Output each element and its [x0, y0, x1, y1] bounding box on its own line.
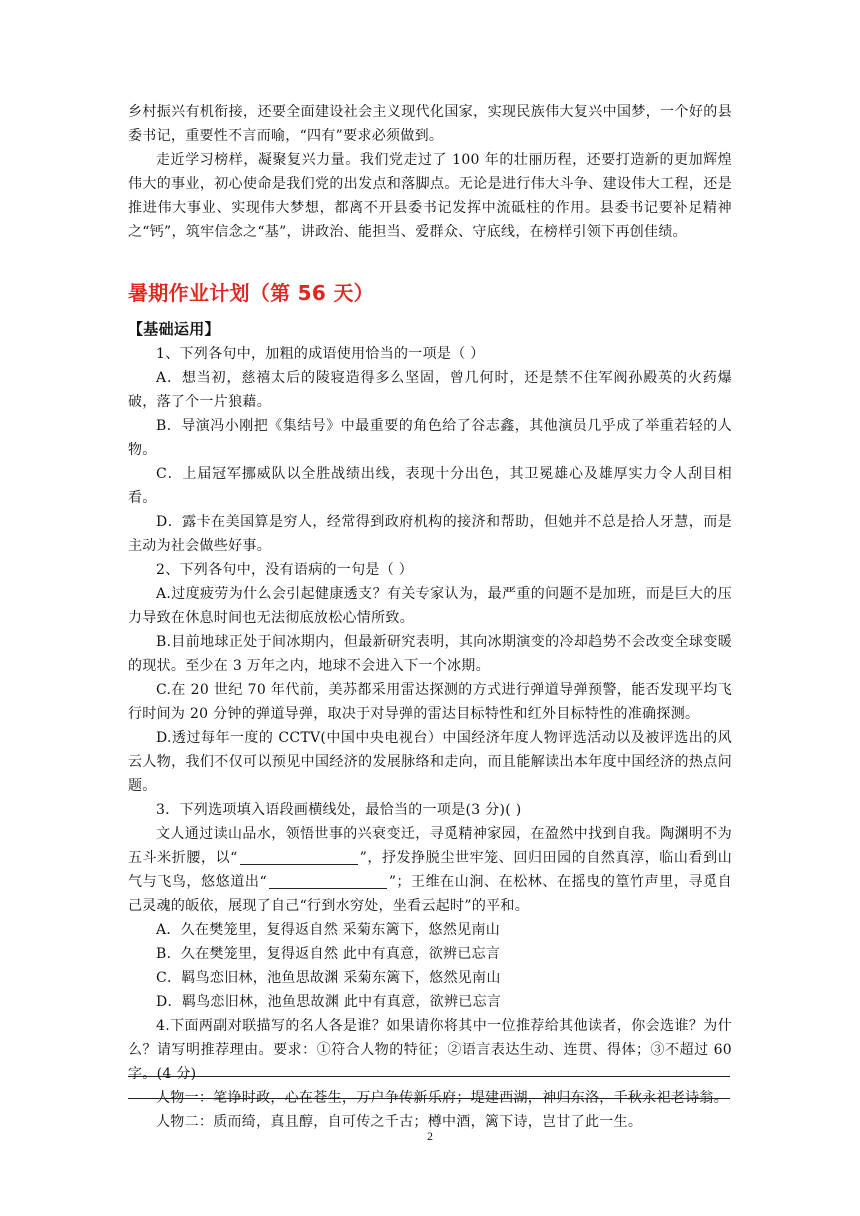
fill-blank-2[interactable] — [269, 874, 387, 889]
section-heading: 【基础运用】 — [128, 320, 220, 338]
q4-person-2: 人物二：质而绮，真且醇，自可传之千古；樽中酒，篱下诗，岂甘了此一生。 — [156, 1114, 643, 1130]
q1-option-c: C．上届冠军挪威队以全胜战绩出线，表现十分出色，其卫冕雄心及雄厚实力令人刮目相看。 — [128, 466, 732, 506]
q2-option-d: D.透过每年一度的 CCTV(中国中央电视台）中国经济年度人物评选活动以及被评选出的风云人物，我们不仅可以预见中国经济的发展脉络和走向，而且能解读出本年度中国经济的热点问题。 — [128, 730, 732, 794]
answer-line-1[interactable] — [128, 1076, 730, 1077]
q3-option-c: C．羁鸟恋旧林，池鱼思故渊 采菊东篱下，悠然见南山 — [156, 970, 501, 986]
answer-line-2[interactable] — [128, 1098, 730, 1099]
q2-option-a: A.过度疲劳为什么会引起健康透支？有关专家认为，最严重的问题不是加班，而是巨大的压力导致在休息时间也无法彻底放松心情所致。 — [128, 586, 732, 626]
q3-passage-part-3: ”；王维在山涧、在松林、在摇曳的篁竹声里，寻觅自己灵魂的皈依，展现了自己“行到水穷处，坐看云起时”的平和。 — [128, 874, 732, 914]
q1-option-a: A．想当初，慈禧太后的陵寝造得多么坚固，曾几何时，还是禁不住军阀孙殿英的火药爆破，落了个一片狼藉。 — [128, 370, 732, 410]
q1-option-d: D．露卡在美国算是穷人，经常得到政府机构的接济和帮助，但她并不总是拾人牙慧，而是主动为社会做些好事。 — [128, 514, 732, 554]
q3-option-b: B．久在樊笼里，复得返自然 此中有真意，欲辨已忘言 — [156, 946, 501, 962]
q1-stem: 1、下列各句中，加粗的成语使用恰当的一项是（ ） — [156, 346, 485, 362]
intro-paragraph-2: 走近学习榜样，凝聚复兴力量。我们党走过了 100 年的壮丽历程，还要打造新的更加辉煌伟大的事业，初心使命是我们党的出发点和落脚点。无论是进行伟大斗争、建设伟大工程，还是推进伟大事业、实现伟大梦想，都离不开县委书记发挥中流砥柱的作用。县委书记要补足精神之“钙”，筑牢信念之“基”，讲政治、能担当、爱群众、守底线，在榜样引领下再创佳绩。 — [128, 152, 732, 240]
q3-option-a: A．久在樊笼里，复得返自然 采菊东篱下，悠然见南山 — [156, 922, 501, 938]
fill-blank-1[interactable] — [240, 850, 358, 865]
q3-stem: 3．下列选项填入语段画横线处，最恰当的一项是(3 分)( ) — [156, 802, 522, 818]
q4-person-1: 人物一：笔诤时政，心在苍生，万户争传新乐府；堤建西湖，神归东洛，千秋永祀老诗翁。 — [156, 1090, 728, 1106]
page-number: 2 — [427, 1129, 433, 1143]
page-content — [128, 100, 732, 1134]
q3-passage-part-2: ”，抒发挣脱尘世牢笼、回归田园的自然真淳，临山看到山气与飞鸟，悠悠道出“ — [128, 850, 732, 890]
q1-option-b: B．导演冯小刚把《集结号》中最重要的角色给了谷志鑫，其他演员几乎成了举重若轻的人物。 — [128, 418, 732, 458]
q4-stem: 4.下面两副对联描写的名人各是谁？如果请你将其中一位推荐给其他读者，你会选谁？为什么？请写明推荐理由。要求：①符合人物的特征；②语言表达生动、连贯、得体；③不超过 60 字。(4 分) — [128, 1018, 732, 1082]
intro-paragraph-1: 乡村振兴有机衔接，还要全面建设社会主义现代化国家，实现民族伟大复兴中国梦，一个好的县委书记，重要性不言而喻，“四有”要求必须做到。 — [128, 104, 732, 144]
page-title: 暑期作业计划（第 56 天） — [128, 281, 374, 305]
q3-option-d: D．羁鸟恋旧林，池鱼思故渊 此中有真意，欲辨已忘言 — [156, 994, 502, 1010]
q3-passage — [128, 822, 732, 918]
q2-option-b: B.目前地球正处于间冰期内，但最新研究表明，其向冰期演变的冷却趋势不会改变全球变暖的现状。至少在 3 万年之内，地球不会进入下一个冰期。 — [128, 634, 732, 674]
q2-option-c: C.在 20 世纪 70 年代前，美苏都采用雷达探测的方式进行弹道导弹预警，能否发现平均飞行时间为 20 分钟的弹道导弹，取决于对导弹的雷达目标特性和红外目标特性的准确探测。 — [128, 682, 732, 722]
q3-passage-part-1: 文人通过读山品水，领悟世事的兴衰变迁，寻觅精神家园，在盈然中找到自我。陶渊明不为五斗米折腰，以“ — [128, 826, 732, 866]
q2-stem: 2、下列各句中，没有语病的一句是（ ） — [156, 562, 414, 578]
